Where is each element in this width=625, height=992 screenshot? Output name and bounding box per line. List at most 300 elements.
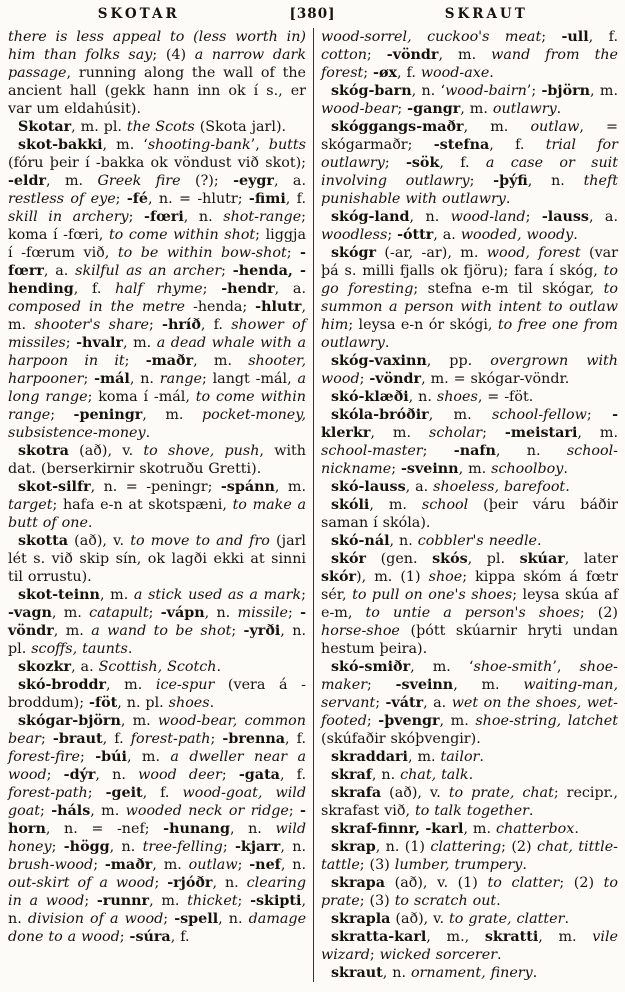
roman-text: ; (288, 803, 301, 819)
roman-text: , n. (1) (375, 839, 431, 855)
headword: -skipti (250, 893, 302, 909)
italic-gloss: wand from the forest (321, 47, 619, 81)
italic-gloss: ice-spur (155, 677, 215, 693)
roman-text: ; (286, 245, 301, 261)
page-header (0, 0, 625, 24)
italic-gloss: to grate, clatter (449, 911, 565, 927)
headword: -föt (89, 695, 118, 711)
headword: -klerkr (321, 407, 618, 441)
roman-text: . (497, 947, 502, 963)
dictionary-entry (321, 352, 618, 388)
roman-text: , n. (183, 209, 224, 225)
italic-gloss: to come within range (8, 389, 306, 423)
roman-text: , n. (409, 209, 451, 225)
headword: -hríð (162, 317, 201, 333)
roman-text: ; (369, 947, 380, 963)
roman-text: ; (397, 101, 408, 117)
roman-text: . (145, 425, 151, 441)
roman-text: ; (115, 191, 127, 207)
roman-text: , later (564, 551, 618, 567)
headword: -brenna (222, 731, 286, 747)
headword: skó-broddr (18, 677, 107, 693)
headword: -óttr (397, 227, 434, 243)
roman-text: , f. (142, 785, 183, 801)
roman-text: ; (83, 371, 95, 387)
roman-text: , n. (109, 839, 143, 855)
dictionary-entry (321, 208, 618, 244)
roman-text: ; (4) (152, 47, 195, 63)
roman-text: , a. (405, 479, 434, 495)
roman-text: . (563, 461, 568, 477)
roman-text: ; (221, 263, 233, 279)
roman-text: ; (163, 911, 175, 927)
italic-gloss: wood-bear (321, 101, 398, 117)
headword: skó-smiðr (331, 659, 411, 675)
roman-text: . (573, 227, 578, 243)
headword: skraut (331, 965, 383, 981)
roman-text: , n. (95, 767, 139, 783)
roman-text: , f. (170, 929, 190, 945)
dictionary-entry (321, 784, 618, 820)
roman-text: , n. = -nef; (45, 821, 164, 837)
headword: -sök (405, 155, 440, 171)
italic-gloss: theft punishable with outlawry (321, 173, 619, 207)
roman-text: , a. (423, 695, 452, 711)
italic-gloss: tree-felling (142, 839, 223, 855)
roman-text: , f. (285, 191, 306, 207)
dictionary-entry (321, 748, 618, 766)
roman-text: , n. (229, 821, 276, 837)
roman-text: . (574, 821, 579, 837)
roman-text: , running along the wall of the ancient hall (gekk hann inn ok í s., er var um eldahúsit). (8, 65, 306, 117)
roman-text: , m. pl. (71, 119, 127, 135)
roman-text: ; (366, 47, 387, 63)
headword: skóg-vaxinn (331, 353, 427, 369)
roman-text: , f. (489, 137, 546, 153)
headword: -búi (95, 749, 127, 765)
roman-text: , m. (152, 857, 189, 873)
roman-text: . (564, 911, 569, 927)
dictionary-entry (8, 118, 306, 136)
roman-text: ; (128, 209, 145, 225)
italic-gloss: a case or suit involving outlawry (321, 155, 618, 189)
italic-gloss: forest-fire (8, 749, 80, 765)
headword: skó-nál (331, 533, 390, 549)
headword: -súra (129, 929, 171, 945)
headword: -meistari (504, 425, 578, 441)
roman-text: ; (2) (559, 875, 604, 891)
italic-gloss: clearing in a wood (8, 875, 307, 909)
italic-gloss: a dweller near a wood (8, 749, 307, 783)
roman-text: . (209, 695, 215, 711)
roman-text: ; (221, 767, 239, 783)
italic-gloss: school-master (321, 443, 423, 459)
italic-gloss: wood, forest (486, 245, 581, 261)
headword: skó-lauss (331, 479, 406, 495)
roman-text: , m. (428, 407, 492, 423)
roman-text: . (489, 65, 494, 81)
roman-text: . (127, 641, 133, 657)
roman-text: , n. pl. (8, 623, 306, 657)
headword: skór (331, 551, 367, 567)
roman-text: ; (231, 623, 244, 639)
headword: -vöndr (386, 47, 439, 63)
headword: skó-klæði (331, 389, 409, 405)
roman-text: (-ar, -ar), m. (376, 245, 487, 261)
headword: -peningr (73, 407, 143, 423)
roman-text: ; (40, 803, 52, 819)
headword: -hvalr (76, 335, 123, 351)
roman-text: (skúfaðir skóþvengir). (321, 731, 481, 747)
headword: -þvengr (378, 713, 440, 729)
headword: -kjarr (235, 839, 281, 855)
roman-text: , n. (382, 965, 411, 981)
headword: -högg (63, 839, 110, 855)
roman-text: ; (148, 605, 161, 621)
roman-text: ; leysa skúa af e-m, (321, 587, 618, 621)
dictionary-entry (8, 28, 306, 118)
headword: skrap (331, 839, 376, 855)
headword: -fé (126, 191, 149, 207)
italic-gloss: shoe-string, latchet (475, 713, 618, 729)
italic-gloss: school-nickname (321, 443, 619, 477)
headword: skrapa (331, 875, 386, 891)
roman-text: ; recipr., skrafast við, (321, 785, 618, 819)
headword: skot-silfr (18, 479, 91, 495)
headword: -lauss (541, 209, 589, 225)
italic-gloss: skilful as an archer (75, 263, 222, 279)
roman-text: . (565, 479, 570, 495)
italic-gloss: there is less appeal to (less worth in) him than folks say (8, 29, 306, 63)
roman-text: , a. (274, 281, 306, 297)
italic-gloss: chat, tittle-tattle (321, 839, 618, 873)
headword: skrafa (331, 785, 382, 801)
roman-text: , n. (204, 605, 238, 621)
roman-text: (að), v. (1) (385, 875, 488, 891)
roman-text: ; (363, 65, 374, 81)
roman-text: ; hafa e-n at skotspæni, (52, 497, 233, 513)
headword: skozkr (18, 659, 72, 675)
roman-text: ; (93, 857, 105, 873)
italic-gloss: shoes (168, 695, 210, 711)
roman-text: ; (359, 371, 370, 387)
italic-gloss: wood-bairn (445, 83, 527, 99)
italic-gloss: wild honey (8, 821, 307, 855)
italic-gloss: shoeless, barefoot (433, 479, 566, 495)
roman-text: , m. (458, 461, 492, 477)
italic-gloss: ornament, finery (410, 965, 533, 981)
headword: -eygr (233, 173, 274, 189)
italic-gloss: chat, talk (400, 767, 469, 783)
roman-text: , m. (369, 497, 422, 513)
headword: skógar-björn (18, 713, 121, 729)
roman-text: ; koma í -mál, (87, 389, 196, 405)
roman-text: , pl. (467, 551, 520, 567)
roman-text: ; koma í -fœri, (8, 209, 306, 243)
roman-text: ; langt -mál, (201, 371, 298, 387)
italic-gloss: wooded neck or ridge (125, 803, 289, 819)
dictionary-entry (321, 550, 618, 658)
italic-gloss: shot-range (223, 209, 302, 225)
roman-text: , m. (8, 299, 307, 333)
headword: -spell (174, 911, 219, 927)
roman-text: , m. (439, 713, 476, 729)
roman-text: , m. (149, 893, 188, 909)
roman-text: , f. (588, 29, 618, 45)
italic-gloss: Greek fire (97, 173, 181, 189)
roman-text: , n. (389, 533, 418, 549)
italic-gloss: wood-bear, common bear (8, 713, 306, 747)
italic-gloss: a long range (8, 371, 306, 405)
roman-text: , a. (433, 227, 461, 243)
headword: skraddari (331, 749, 408, 765)
italic-gloss: wet on the shoes, wet-footed (321, 695, 618, 729)
roman-text: . (216, 659, 221, 675)
roman-text: , = skógarmaðr; (321, 119, 618, 153)
headword: -sveinn (400, 461, 459, 477)
roman-text: , f. (397, 65, 421, 81)
roman-text: ; (202, 281, 222, 297)
headword: skós (432, 551, 468, 567)
roman-text: , n. (280, 857, 306, 873)
italic-gloss: school-fellow (491, 407, 587, 423)
roman-text: ; stefna e-m til skógar, (413, 281, 604, 297)
headword: skotta (18, 533, 68, 549)
roman-text: (vera á -broddum); (8, 677, 306, 711)
roman-text: ’; (526, 83, 542, 99)
roman-text: , n. (527, 173, 584, 189)
roman-text: , m. ‘ (102, 137, 148, 153)
roman-text: ; (154, 875, 168, 891)
roman-text: (þeir váru báðir saman í skóla). (321, 497, 618, 531)
roman-text: ; (387, 227, 398, 243)
headword: skratti (484, 929, 539, 945)
italic-gloss: to move to and fro (130, 533, 270, 549)
roman-text: ; (422, 443, 454, 459)
italic-gloss: Scottish, Scotch (98, 659, 217, 675)
headword: -nafn (453, 443, 496, 459)
dictionary-entry (8, 532, 306, 586)
roman-text: , m. (577, 425, 618, 441)
italic-gloss: cotton (321, 47, 367, 63)
roman-text: , m. (274, 479, 307, 495)
italic-gloss: composed in the metre (8, 299, 186, 315)
headword: -eldr (8, 173, 46, 189)
headword: -fœri (144, 209, 184, 225)
headword: Skotar (18, 119, 72, 135)
running-head-left: SKOTAR (97, 6, 180, 22)
dictionary-entry (321, 388, 618, 406)
headword: -øx (373, 65, 398, 81)
italic-gloss: shoe-smith (473, 659, 553, 675)
roman-text: ; (366, 713, 379, 729)
roman-text: (að), v. (390, 911, 450, 927)
roman-text: (að), v. (67, 533, 131, 549)
italic-gloss: pocket-money, subsistence-money (8, 407, 306, 441)
italic-gloss: wood-sorrel, cuckoo's meat (321, 29, 542, 45)
italic-gloss: to go foresting (321, 263, 618, 297)
italic-gloss: division of a wood (27, 911, 164, 927)
roman-text: , with dat. (berserkirnir skotruðu Gretti). (8, 443, 306, 477)
italic-gloss: outlawry (492, 101, 557, 117)
roman-text: , n. (495, 443, 567, 459)
headword: skúar (519, 551, 565, 567)
roman-text: (að), v. (381, 785, 449, 801)
roman-text: (var þá s. milli fjalls ok fjöru); fara í skóg, (321, 245, 618, 279)
dictionary-entry (8, 676, 306, 712)
italic-gloss: cobbler's needle (417, 533, 538, 549)
italic-gloss: lumber, trumpery (394, 857, 523, 873)
headword: skraf-finnr, -karl (331, 821, 464, 837)
roman-text: . (522, 857, 527, 873)
roman-text: , pp. (426, 353, 491, 369)
roman-text: (gen. (366, 551, 433, 567)
headword: -vöndr (369, 371, 422, 387)
italic-gloss: to prate (321, 875, 618, 909)
italic-gloss: wicked sorcerer (379, 947, 498, 963)
roman-text: ; (237, 893, 251, 909)
roman-text: -henda; (185, 299, 256, 315)
dictionary-entry (321, 82, 618, 118)
italic-gloss: woodless (321, 227, 388, 243)
roman-text: ; (301, 587, 306, 603)
roman-text: . (87, 515, 93, 531)
roman-text: , m. (193, 353, 249, 369)
italic-gloss: shooting-bank (147, 137, 251, 153)
dictionary-entry (8, 586, 306, 658)
roman-text: , m. (463, 821, 496, 837)
dictionary-entry (321, 478, 618, 496)
italic-gloss: chatterbox (495, 821, 575, 837)
roman-text: , n. (371, 767, 401, 783)
running-head-right: SKRAUT (444, 6, 528, 22)
headword: -geit (105, 785, 143, 801)
headword: skratta-karl (331, 929, 427, 945)
dictionary-entry (321, 874, 618, 910)
roman-text: , f. (200, 317, 232, 333)
italic-gloss: clattering (430, 839, 502, 855)
italic-gloss: a narrow dark passage (8, 47, 306, 81)
roman-text: ; (222, 839, 235, 855)
roman-text: ; (391, 461, 401, 477)
roman-text: , m. (370, 425, 430, 441)
roman-text: ; (210, 731, 223, 747)
headword: skóg-land (331, 209, 410, 225)
roman-text: , m. (460, 101, 493, 117)
roman-text: , m. (142, 407, 202, 423)
roman-text: , n. (280, 839, 307, 855)
roman-text: , f. (279, 767, 307, 783)
headword: skraf (331, 767, 372, 783)
roman-text: , m. (51, 605, 90, 621)
roman-text: . (479, 749, 484, 765)
italic-gloss: a wand to be shot (91, 623, 232, 639)
italic-gloss: wood-axe (420, 65, 490, 81)
headword: skóli (331, 497, 370, 513)
roman-text: ; (384, 155, 406, 171)
italic-gloss: outlaw (188, 857, 238, 873)
headword: -fœrr (8, 245, 306, 279)
roman-text: , n. (408, 389, 437, 405)
headword: -stefna (433, 137, 490, 153)
roman-text: , n. = -peningr; (90, 479, 221, 495)
headword: -henda, -hending (8, 263, 306, 297)
roman-text: , m. (463, 119, 531, 135)
roman-text: ; liggja í -fœrum við, (8, 227, 306, 261)
roman-text: . (384, 335, 390, 351)
dictionary-entry (321, 28, 618, 82)
dictionary-entry (321, 496, 618, 532)
right-column (313, 28, 618, 982)
roman-text: , n. (212, 875, 247, 891)
headword: -björn (541, 83, 591, 99)
headword: -háls (51, 803, 91, 819)
roman-text: , f. (285, 731, 306, 747)
roman-text: (jarl lét s. við skip sín, ok lagði ekki at sinni til orrustu). (8, 533, 306, 585)
roman-text: ; (84, 893, 97, 909)
headword: -gangr (407, 101, 461, 117)
roman-text: , n. (129, 371, 160, 387)
roman-text: , m. (106, 677, 156, 693)
italic-gloss: outlaw (530, 119, 580, 135)
headword: -horn (8, 803, 306, 837)
dictionary-entry (321, 118, 618, 208)
headword: -vöndr (8, 605, 306, 639)
italic-gloss: range (159, 371, 202, 387)
roman-text: , n. pl. (117, 695, 169, 711)
headword: skór (321, 569, 357, 585)
italic-gloss: school (421, 497, 469, 513)
headword: -vápn (160, 605, 205, 621)
headword: -gata (238, 767, 280, 783)
roman-text: , a. (588, 209, 618, 225)
roman-text: , n. ‘ (411, 83, 446, 99)
dictionary-entry (321, 910, 618, 928)
headword: skóg-barn (331, 83, 412, 99)
italic-gloss: trial for outlawry (321, 137, 618, 171)
dictionary-entry (8, 442, 306, 478)
page-number: [380] (289, 6, 336, 22)
roman-text: , m. (438, 47, 492, 63)
italic-gloss: to be within bow-shot (117, 245, 287, 261)
italic-gloss: shooter, harpooner (8, 353, 306, 387)
italic-gloss: horse-shoe (321, 623, 400, 639)
italic-gloss: to talk together (414, 803, 529, 819)
roman-text: , f. (102, 731, 131, 747)
headword: skóggangs-maðr (331, 119, 464, 135)
roman-text: , m. (53, 623, 92, 639)
roman-text: ; (367, 677, 396, 693)
italic-gloss: to make a butt of one (8, 497, 306, 531)
italic-gloss: a dead whale with a harpoon in it (8, 335, 306, 369)
dictionary-entry (321, 964, 618, 982)
headword: skot-bakki (18, 137, 103, 153)
italic-gloss: shooter's share (34, 317, 149, 333)
headword: -fimi (248, 191, 286, 207)
italic-gloss: to scratch out (394, 893, 497, 909)
headword: -rjóðr (167, 875, 213, 891)
roman-text: (fóru þeir í -bakka ok vöndust við skot); (8, 155, 306, 171)
italic-gloss: forest-path (130, 731, 211, 747)
roman-text: (?); (180, 173, 234, 189)
roman-text: ; (3) (359, 857, 395, 873)
roman-text: ; (2) (501, 839, 537, 855)
roman-text: (þótt skúarnir hryti undan hestum þeira). (321, 623, 618, 657)
italic-gloss: half rhyme (115, 281, 203, 297)
headword: skotra (18, 443, 69, 459)
italic-gloss: tailor (440, 749, 480, 765)
italic-gloss: shoes (436, 389, 478, 405)
